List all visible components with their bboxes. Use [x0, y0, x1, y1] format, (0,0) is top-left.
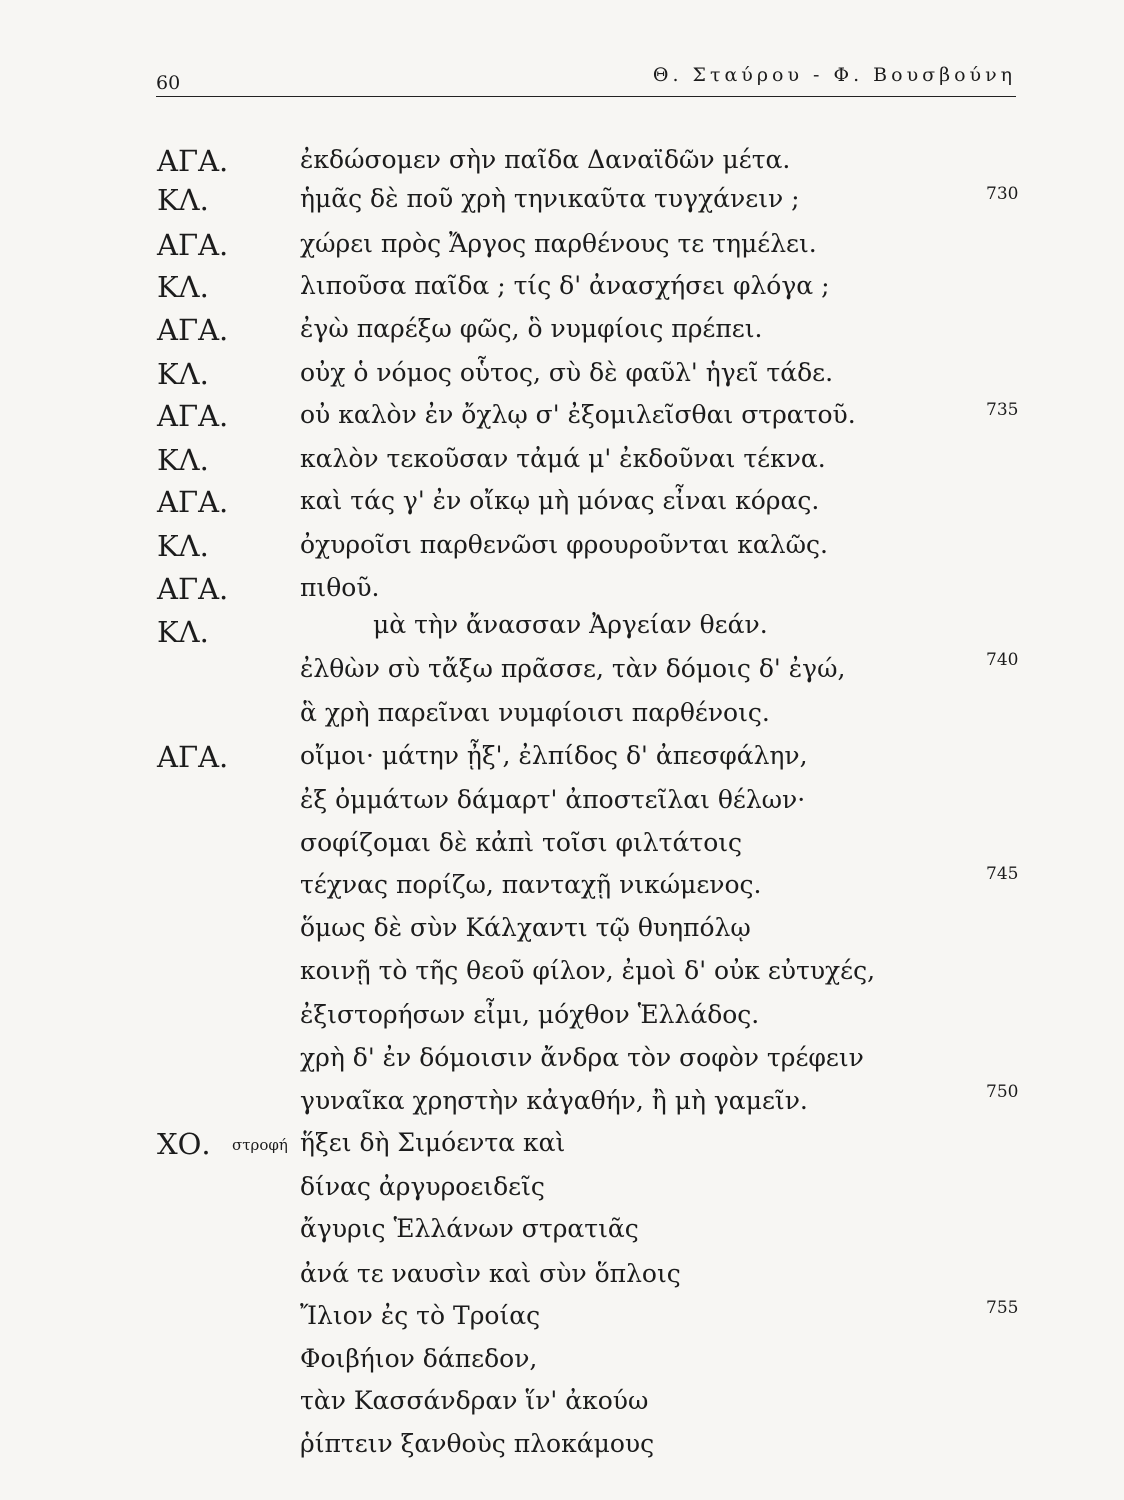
- running-head: Θ. Σταύρου - Φ. Βουσβούνη: [652, 64, 1016, 86]
- verse-line: οὐχ ὁ νόμος οὗτος, σὺ δὲ φαῦλ' ἡγεῖ τάδε.: [300, 358, 834, 387]
- speaker-label: ΑΓΑ.: [157, 485, 229, 519]
- verse-line: ἐξιστορήσων εἶμι, μόχθον Ἑλλάδος.: [300, 1000, 760, 1029]
- verse-line: τέχνας πορίζω, πανταχῇ νικώμενος.: [300, 870, 762, 899]
- speaker-label: ΑΓΑ.: [157, 572, 229, 606]
- page-number: 60: [156, 72, 181, 94]
- verse-line: οἴμοι· μάτην ᾖξ', ἐλπίδος δ' ἀπεσφάλην,: [300, 741, 808, 770]
- verse-line: μὰ τὴν ἄνασσαν Ἀργείαν θεάν.: [373, 610, 768, 639]
- speaker-label: ΚΛ.: [157, 270, 209, 304]
- verse-line: ἃ χρὴ παρεῖναι νυμφίοισι παρθένοις.: [300, 698, 770, 727]
- speaker-label: ΚΛ.: [157, 357, 209, 391]
- verse-line: λιποῦσα παῖδα ; τίς δ' ἀνασχήσει φλόγα ;: [300, 271, 830, 300]
- speaker-label: ΑΓΑ.: [157, 313, 229, 347]
- verse-line: ἐξ ὀμμάτων δάμαρτ' ἀποστεῖλαι θέλων·: [300, 785, 806, 814]
- line-number: 750: [986, 1082, 1019, 1102]
- speaker-label: ΚΛ.: [157, 443, 209, 477]
- verse-line: χρὴ δ' ἐν δόμοισιν ἄνδρα τὸν σοφὸν τρέφειν: [300, 1043, 864, 1072]
- speaker-label: ΧΟ.: [157, 1127, 211, 1161]
- verse-line: κοινῇ τὸ τῆς θεοῦ φίλον, ἐμοὶ δ' οὐκ εὐτυχές,: [300, 956, 876, 985]
- verse-line: Ἴλιον ἐς τὸ Τροίας: [300, 1301, 541, 1330]
- line-number: 730: [986, 184, 1019, 204]
- verse-line: δίνας ἀργυροειδεῖς: [300, 1172, 545, 1201]
- verse-line: καλὸν τεκοῦσαν τἀμά μ' ἐκδοῦναι τέκνα.: [300, 444, 826, 473]
- verse-line: χώρει πρὸς Ἄργος παρθένους τε τημέλει.: [300, 229, 817, 258]
- line-number: 745: [986, 864, 1019, 884]
- line-number: 735: [986, 400, 1019, 420]
- verse-line: ἐγὼ παρέξω φῶς, ὃ νυμφίοις πρέπει.: [300, 314, 763, 343]
- verse-line: ἥξει δὴ Σιμόεντα καὶ: [300, 1128, 566, 1157]
- speaker-label: ΑΓΑ.: [157, 144, 229, 178]
- speaker-label: ΑΓΑ.: [157, 399, 229, 433]
- verse-line: ὀχυροῖσι παρθενῶσι φρουροῦνται καλῶς.: [300, 530, 828, 559]
- verse-line: οὐ καλὸν ἐν ὄχλῳ σ' ἐξομιλεῖσθαι στρατοῦ.: [300, 400, 856, 429]
- verse-line: πιθοῦ.: [300, 573, 380, 602]
- verse-line: ἄγυρις Ἑλλάνων στρατιᾶς: [300, 1214, 639, 1243]
- verse-line: τὰν Κασσάνδραν ἵν' ἀκούω: [300, 1386, 649, 1415]
- speaker-label: ΚΛ.: [157, 615, 209, 649]
- verse-line: ἐκδώσομεν σὴν παῖδα Δαναϊδῶν μέτα.: [300, 145, 791, 174]
- speaker-label: ΑΓΑ.: [157, 228, 229, 262]
- line-number: 740: [986, 650, 1019, 670]
- verse-line: ῥίπτειν ξανθοὺς πλοκάμους: [300, 1429, 655, 1458]
- verse-line: σοφίζομαι δὲ κἀπὶ τοῖσι φιλτάτοις: [300, 828, 743, 857]
- speaker-label: ΚΛ.: [157, 529, 209, 563]
- strophe-label: στροφή: [232, 1136, 288, 1154]
- verse-line: ἐλθὼν σὺ τἄξω πρᾶσσε, τὰν δόμοις δ' ἐγώ,: [300, 654, 846, 683]
- speaker-label: ΚΛ.: [157, 183, 209, 217]
- verse-line: γυναῖκα χρηστὴν κἀγαθήν, ἢ μὴ γαμεῖν.: [300, 1086, 808, 1115]
- verse-line: ὅμως δὲ σὺν Κάλχαντι τῷ θυηπόλῳ: [300, 913, 751, 942]
- verse-line: ἀνά τε ναυσὶν καὶ σὺν ὅπλοις: [300, 1259, 681, 1288]
- line-number: 755: [986, 1298, 1019, 1318]
- speaker-label: ΑΓΑ.: [157, 740, 229, 774]
- verse-line: ἡμᾶς δὲ ποῦ χρὴ τηνικαῦτα τυγχάνειν ;: [300, 184, 800, 213]
- verse-line: καὶ τάς γ' ἐν οἴκῳ μὴ μόνας εἶναι κόρας.: [300, 486, 820, 515]
- verse-line: Φοιβήιον δάπεδον,: [300, 1344, 538, 1373]
